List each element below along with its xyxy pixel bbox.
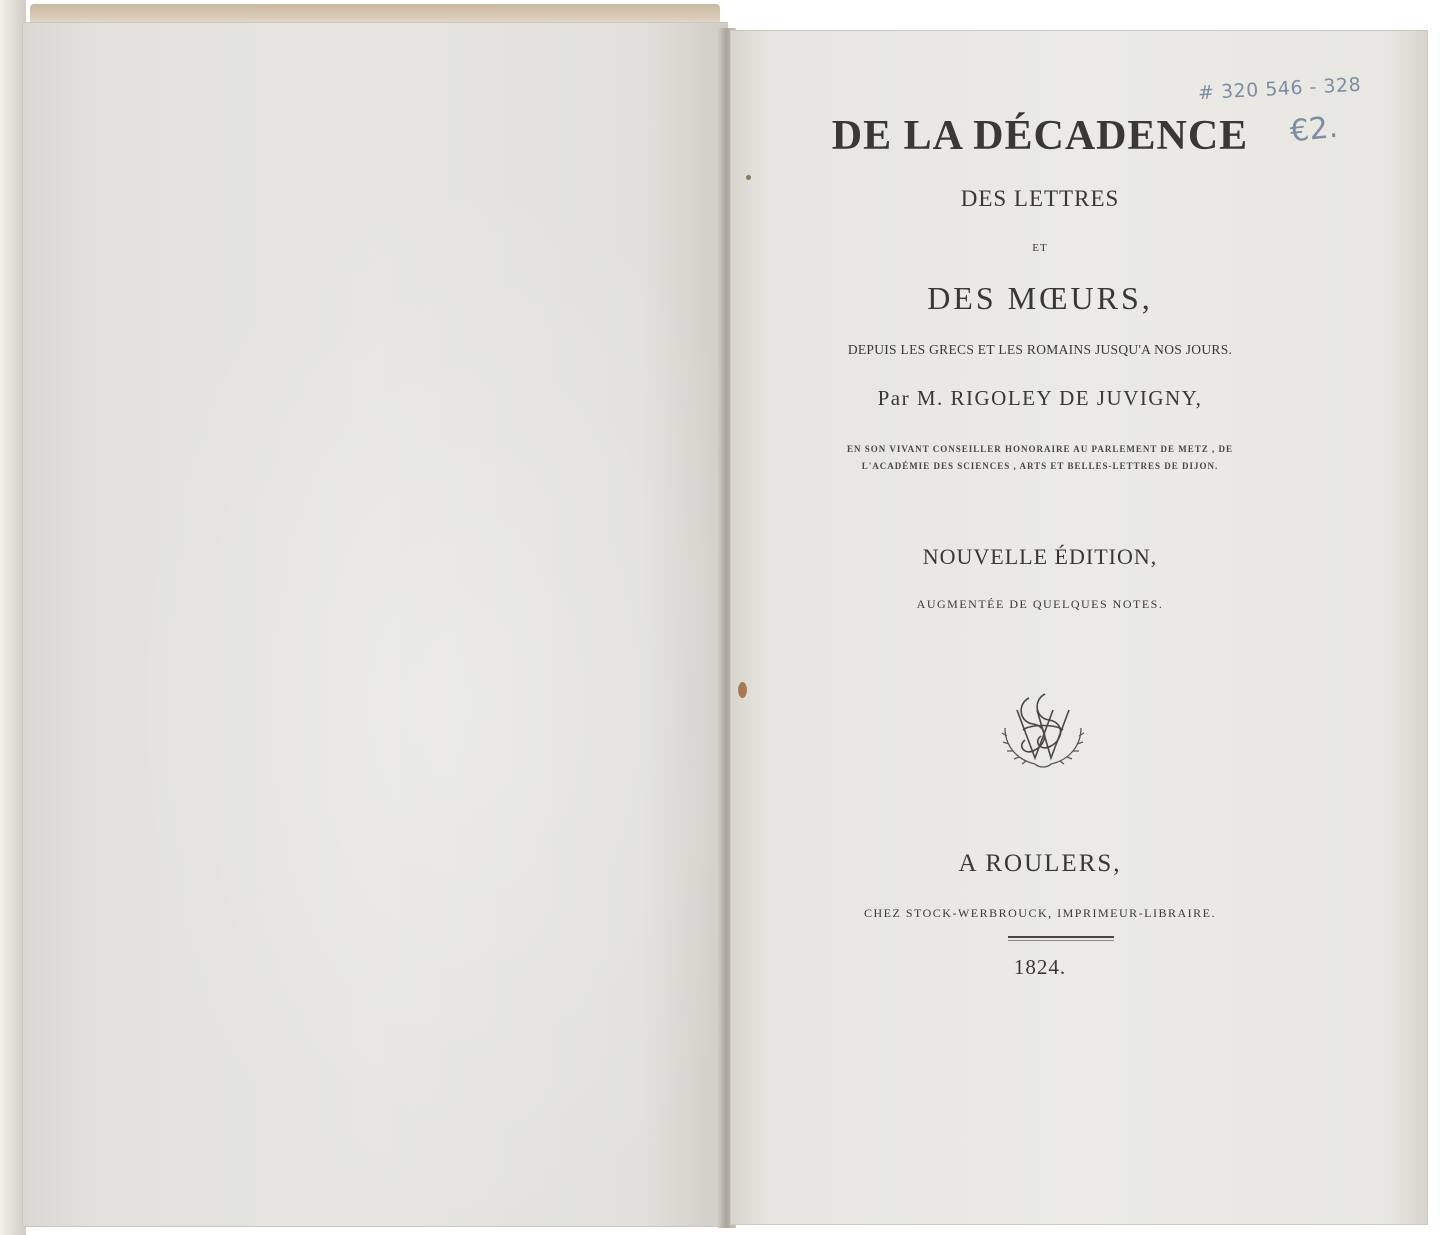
foxing-stain: [738, 682, 747, 698]
author-affiliation-line-2: L'ACADÉMIE DES SCIENCES , ARTS ET BELLES-LETTRES DE DIJON.: [861, 461, 1219, 471]
subtitle-line-2: DES MŒURS,: [927, 280, 1153, 316]
paper-texture: [62, 62, 732, 1232]
printer-monogram-ornament: [995, 680, 1091, 776]
foxing-spot: [746, 175, 751, 180]
edition-statement: NOUVELLE ÉDITION,: [922, 544, 1158, 569]
imprint-rule: [1008, 936, 1114, 938]
edition-note: AUGMENTÉE DE QUELQUES NOTES.: [916, 597, 1164, 611]
imprint-rule-thin: [1008, 940, 1114, 941]
author-line: Par M. RIGOLEY DE JUVIGNY,: [877, 386, 1203, 410]
imprint-place: A ROULERS,: [958, 850, 1122, 877]
blank-flyleaf-page: [22, 22, 728, 1227]
book-title: DE LA DÉCADENCE: [831, 113, 1249, 159]
subtitle-line-1: DES LETTRES: [960, 186, 1120, 211]
pencil-reference-note: # 320 546 - 328: [1197, 73, 1362, 105]
imprint-year: 1824.: [1013, 955, 1067, 979]
subtitle-conjunction: ET: [1032, 242, 1048, 254]
pencil-price-note: €2.: [1288, 109, 1340, 150]
author-affiliation-line-1: EN SON VIVANT CONSEILLER HONORAIRE AU PARLEMENT DE METZ , DE: [847, 444, 1233, 454]
subtitle-line-3: DEPUIS LES GRECS ET LES ROMAINS JUSQU'A NOS JOURS.: [847, 342, 1233, 357]
imprint-publisher: CHEZ STOCK-WERBROUCK, IMPRIMEUR-LIBRAIRE.: [864, 906, 1216, 920]
